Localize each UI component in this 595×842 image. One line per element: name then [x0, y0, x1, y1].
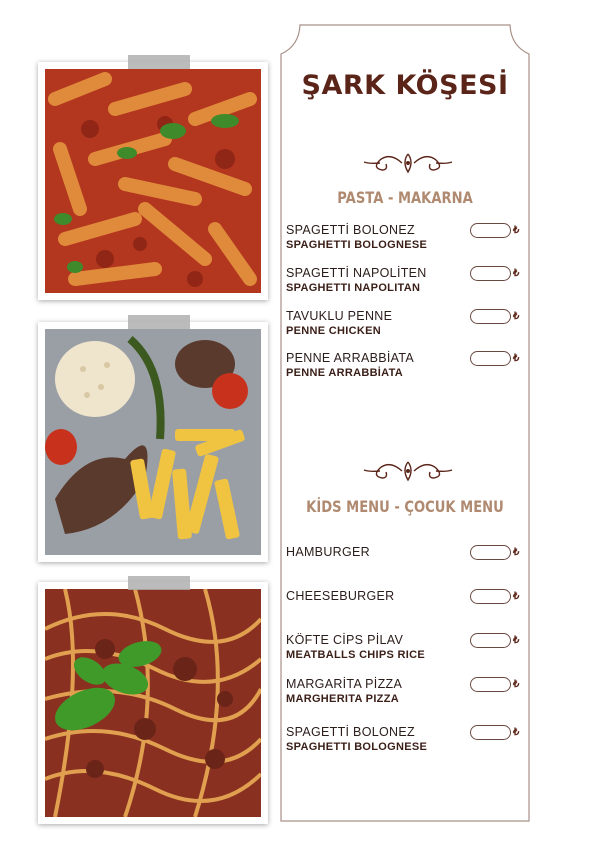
price-box [470, 677, 511, 692]
menu-item [286, 725, 522, 761]
currency-symbol: ₺ [513, 727, 520, 738]
item-name-tr: HAMBURGER [286, 545, 370, 559]
section-title-kids: KİDS MENU - ÇOCUK MENU [306, 497, 504, 516]
photo-spaghetti [38, 582, 268, 824]
price-box [470, 309, 511, 324]
currency-symbol: ₺ [513, 635, 520, 646]
item-name-tr: SPAGETTİ BOLONEZ [286, 725, 415, 739]
item-name-en: MARGHERITA PIZZA [286, 693, 399, 705]
currency-symbol: ₺ [513, 225, 520, 236]
item-name-tr: MARGARİTA PİZZA [286, 677, 403, 691]
currency-symbol: ₺ [513, 679, 520, 690]
menu-item [286, 266, 522, 302]
currency-symbol: ₺ [513, 268, 520, 279]
item-name-tr: PENNE ARRABBİATA [286, 351, 414, 365]
menu-item [286, 633, 522, 669]
price-box [470, 223, 511, 238]
menu-item [286, 545, 522, 581]
price-box [470, 633, 511, 648]
ornament-icon [362, 150, 454, 176]
item-name-tr: CHEESEBURGER [286, 589, 395, 603]
price-box [470, 545, 511, 560]
item-name-en: SPAGHETTI NAPOLITAN [286, 282, 421, 294]
menu-item [286, 351, 522, 387]
price-box [470, 725, 511, 740]
item-name-tr: KÖFTE CİPS PİLAV [286, 633, 404, 647]
currency-symbol: ₺ [513, 547, 520, 558]
menu-item [286, 589, 522, 625]
item-name-tr: SPAGETTİ BOLONEZ [286, 223, 415, 237]
price-box [470, 351, 511, 366]
item-name-en: SPAGHETTI BOLOGNESE [286, 239, 428, 251]
brand-title: ŞARK KÖŞESİ [301, 70, 509, 101]
menu-item [286, 677, 522, 713]
currency-symbol: ₺ [513, 311, 520, 322]
meatballs-rice-fries-photo [45, 329, 261, 555]
price-box [470, 589, 511, 604]
photo-tape [128, 315, 190, 329]
menu-item [286, 223, 522, 259]
price-box [470, 266, 511, 281]
photo-tape [128, 576, 190, 590]
penne-arrabbiata-photo [45, 69, 261, 293]
section-title-pasta: PASTA - MAKARNA [337, 188, 473, 207]
photo-meatballs [38, 322, 268, 562]
photo-penne [38, 62, 268, 300]
item-name-en: PENNE CHICKEN [286, 325, 381, 337]
item-name-en: PENNE ARRABBİATA [286, 367, 404, 379]
item-name-en: SPAGHETTI BOLOGNESE [286, 741, 428, 753]
currency-symbol: ₺ [513, 353, 520, 364]
item-name-en: MEATBALLS CHIPS RICE [286, 649, 426, 661]
menu-item [286, 309, 522, 345]
ornament-icon [362, 458, 454, 484]
spaghetti-bolognese-photo [45, 589, 261, 817]
photo-tape [128, 55, 190, 69]
item-name-tr: SPAGETTİ NAPOLİTEN [286, 266, 427, 280]
currency-symbol: ₺ [513, 591, 520, 602]
item-name-tr: TAVUKLU PENNE [286, 309, 393, 323]
